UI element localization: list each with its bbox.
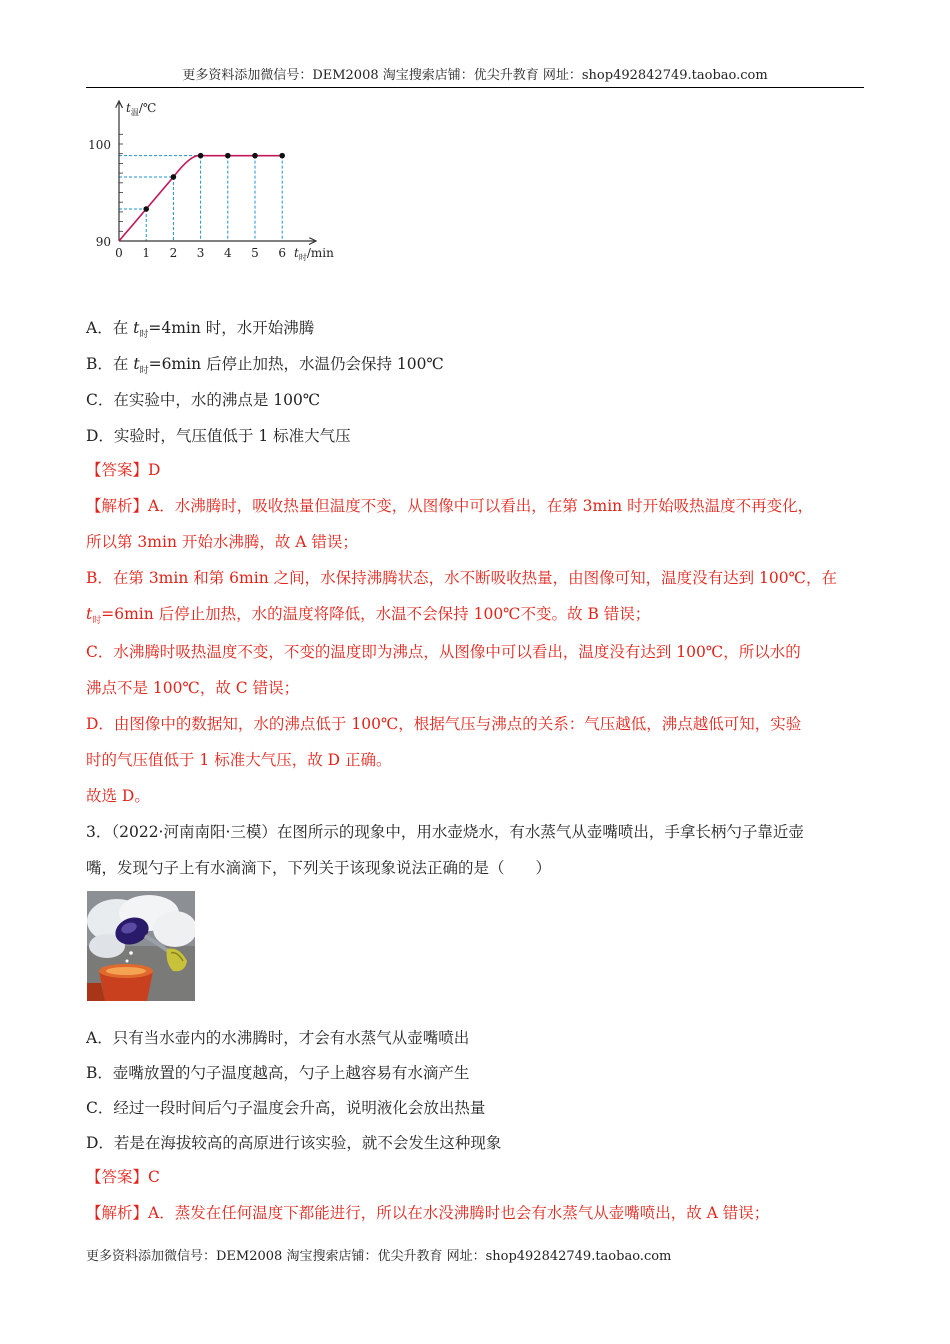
x-axis-label: $t_时/\min$	[294, 246, 334, 262]
q3-option-c: C．经过一段时间后勺子温度会升高，说明液化会放出热量	[86, 1099, 486, 1117]
q3-stem-line1: 3．（2022·河南南阳·三模）在图所示的现象中，用水壶烧水，有水蒸气从壶嘴喷出，手拿长柄勺子靠近壶	[86, 823, 804, 841]
x-tick-labels	[115, 246, 286, 260]
y-tick-90: 90	[95, 235, 111, 249]
q3-stem-line2: 嘴，发现勺子上有水滴滴下，下列关于该现象说法正确的是（ ）	[86, 859, 552, 877]
q2-option-b: B．在 $t_时=6\min$ 后停止加热，水温仍会保持 100℃	[86, 355, 444, 377]
q3-option-b: B．壶嘴放置的勺子温度越高，勺子上越容易有水滴产生	[86, 1064, 470, 1082]
data-point-6	[279, 153, 285, 159]
q3-analysis-a1: 【解析】A．蒸发在任何温度下都能进行，所以在水没沸腾时也会有水蒸气从壶嘴喷出，故 A 错误；	[86, 1204, 770, 1222]
data-point-3	[198, 153, 204, 159]
data-point-1	[143, 206, 149, 212]
guide-lines	[119, 156, 282, 241]
q2-analysis-d1: D．由图像中的数据知，水的沸点低于 100℃，根据气压与沸点的关系：气压越低，沸点越低可知，实验	[86, 715, 802, 733]
q2-option-a: A．在 $t_时=4\min$ 时，水开始沸腾	[86, 319, 315, 341]
q2-conclusion: 故选 D。	[86, 787, 150, 805]
q2-analysis-d2: 时的气压值低于 1 标准大气压，故 D 正确。	[86, 751, 392, 769]
data-point-2	[171, 174, 177, 180]
q2-analysis-c1: C．水沸腾时吸热温度不变，不变的温度即为沸点，从图像中可以看出，温度没有达到 100℃，所以水的	[86, 643, 801, 661]
q2-analysis-a1: 【解析】A．水沸腾时，吸收热量但温度不变，从图像中可以看出，在第 3min 时开始吸热温度不再变化，	[86, 497, 814, 515]
q2-option-d: D．实验时，气压值低于 1 标准大气压	[86, 427, 351, 445]
q2-answer: 【答案】D	[86, 461, 161, 479]
q2-analysis-a2: 所以第 3min 开始水沸腾，故 A 错误；	[86, 533, 358, 551]
page-header: 更多资料添加微信号：DEM2008 淘宝搜索店铺：优尖升教育 网址：shop492842749.taobao.com	[86, 66, 864, 88]
q2-option-c: C．在实验中，水的沸点是 100℃	[86, 391, 321, 409]
data-point-5	[252, 153, 258, 159]
x-tick-label-0: 0	[115, 246, 123, 260]
q2-analysis-b2: $t_时=6\min$ 后停止加热，水的温度将降低，水温不会保持 100℃不变。故 B 错误；	[86, 605, 651, 627]
temperature-time-chart	[86, 95, 356, 270]
x-tick-label-1: 1	[142, 246, 151, 260]
data-point-4	[225, 153, 231, 159]
page-footer: 更多资料添加微信号：DEM2008 淘宝搜索店铺：优尖升教育 网址：shop492842749.taobao.com	[86, 1249, 672, 1264]
y-tick-100: 100	[88, 138, 111, 152]
x-tick-label-6: 6	[278, 246, 287, 260]
q2-analysis-c2: 沸点不是 100℃，故 C 错误；	[86, 679, 300, 697]
q3-answer: 【答案】C	[86, 1168, 160, 1186]
x-tick-label-4: 4	[223, 246, 232, 260]
y-axis-label: $t_温/℃$	[126, 101, 157, 117]
q2-analysis-b1: B．在第 3min 和第 6min 之间，水保持沸腾状态，水不断吸收热量，由图像可知，温度没有达到 100℃，在	[86, 569, 837, 587]
q3-option-a: A．只有当水壶内的水沸腾时，才会有水蒸气从壶嘴喷出	[86, 1029, 470, 1047]
data-points	[143, 153, 285, 212]
x-tick-label-2: 2	[169, 246, 178, 260]
kettle-spoon-illustration	[87, 891, 195, 1001]
x-tick-label-5: 5	[251, 246, 259, 260]
x-tick-label-3: 3	[196, 246, 205, 260]
q3-option-d: D．若是在海拔较高的高原进行该实验，就不会发生这种现象	[86, 1134, 502, 1152]
